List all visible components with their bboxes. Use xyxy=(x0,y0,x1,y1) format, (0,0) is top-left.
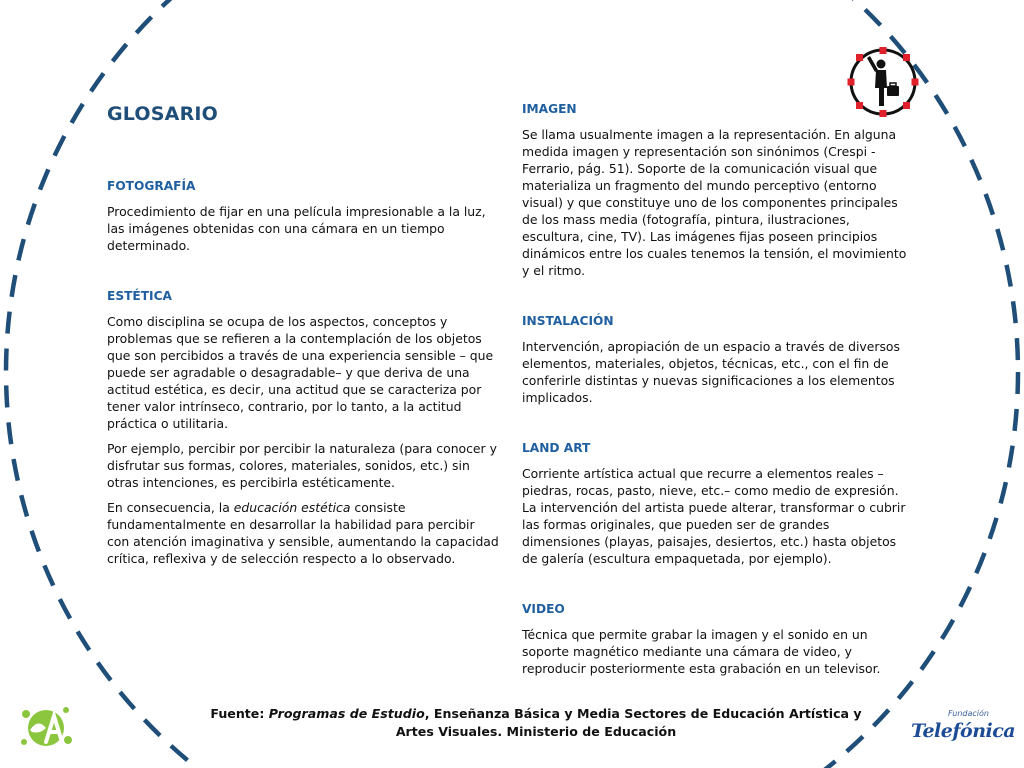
left-column xyxy=(107,178,499,601)
term-heading: INSTALACIÓN xyxy=(522,314,614,328)
telefonica-wordmark: Telefónica xyxy=(911,720,1016,742)
glossary-entry-land-art xyxy=(522,440,910,567)
educarte-logo-icon xyxy=(16,700,76,752)
source-line1: , Enseñanza Básica y Media Sectores de Educación Artística y xyxy=(424,706,862,721)
definition-example: Por ejemplo, percibir por percibir la naturaleza (para conocer y disfrutar sus formas, colores, materiales, sonidos, etc.) sin otras intenciones, es percibirla estéticamente. xyxy=(107,441,497,490)
source-italic-title: Programas de Estudio xyxy=(268,706,425,721)
glossary-entry-imagen xyxy=(522,101,910,279)
glossary-entry-estetica xyxy=(107,288,499,567)
page-title: GLOSARIO xyxy=(107,103,219,125)
right-column xyxy=(522,101,910,711)
term-heading: FOTOGRAFÍA xyxy=(107,179,196,193)
glossary-entry-instalacion xyxy=(522,313,910,406)
source-citation xyxy=(180,705,892,741)
glossary-entry-video xyxy=(522,601,910,677)
source-line2: Artes Visuales. Ministerio de Educación xyxy=(395,724,677,739)
source-label: Fuente: xyxy=(210,706,269,721)
text-segment: consiste fundamentalmente en desarrollar la habilidad para percibir con atención imaginativa y sensible, aumentando la capacidad crítica, reflexiva y de selección respecto a lo observado. xyxy=(107,500,499,566)
text-segment: En consecuencia, la xyxy=(107,500,234,515)
definition: Intervención, apropiación de un espacio a través de diversos elementos, materiales, objetos, técnicas, etc., con el fin de conferirle distintas y nuevas significaciones a los elementos implicados. xyxy=(522,339,900,405)
fundacion-label: Fundación xyxy=(948,709,989,718)
term-heading: VIDEO xyxy=(522,602,565,616)
term-heading: IMAGEN xyxy=(522,102,577,116)
definition-conclusion xyxy=(107,499,499,567)
italic-term: educación estética xyxy=(233,500,351,515)
glossary-entry-fotografia xyxy=(107,178,499,254)
term-heading: ESTÉTICA xyxy=(107,289,172,303)
definition: Se llama usualmente imagen a la representación. En alguna medida imagen y representación son sinónimos (Crespi - Ferrario, pág. 51). Soporte de la comunicación visual que materializa un fragmento del mundo perceptivo (entorno visual) y que constituye uno de los componentes principales de los mass media (fotografía, pintura, ilustraciones, escultura, cine, TV). Las imágenes fijas poseen principios dinámicos entre los cuales tenemos la tensión, el movimiento y el ritmo. xyxy=(522,127,907,278)
definition: Procedimiento de fijar en una película impresionable a la luz, las imágenes obtenidas con una cámara en un tiempo determinado. xyxy=(107,204,486,253)
term-heading: LAND ART xyxy=(522,441,591,455)
definition: Técnica que permite grabar la imagen y el sonido en un soporte magnético mediante una cámara de video, y reproducir posteriormente esta grabación en un televisor. xyxy=(522,627,881,676)
definition: Corriente artística actual que recurre a elementos reales – piedras, rocas, pasto, nieve, etc.– como medio de expresión. La intervención del artista puede alterar, transformar o cubrir las formas originales, que pueden ser de grandes dimensiones (playas, paisajes, desiertos, etc.) hasta objetos de galería (escultura empaquetada, por ejemplo). xyxy=(522,466,906,566)
definition: Como disciplina se ocupa de los aspectos, conceptos y problemas que se refieren a la contemplación de los objetos que son percibidos a través de una experiencia sensible – que puede ser agradable o desagradable– y que deriva de una actitud estética, es decir, una actitud que se caracteriza por tener valor intrínseco, contrario, por lo tanto, a la actitud práctica o utilitaria. xyxy=(107,314,494,431)
